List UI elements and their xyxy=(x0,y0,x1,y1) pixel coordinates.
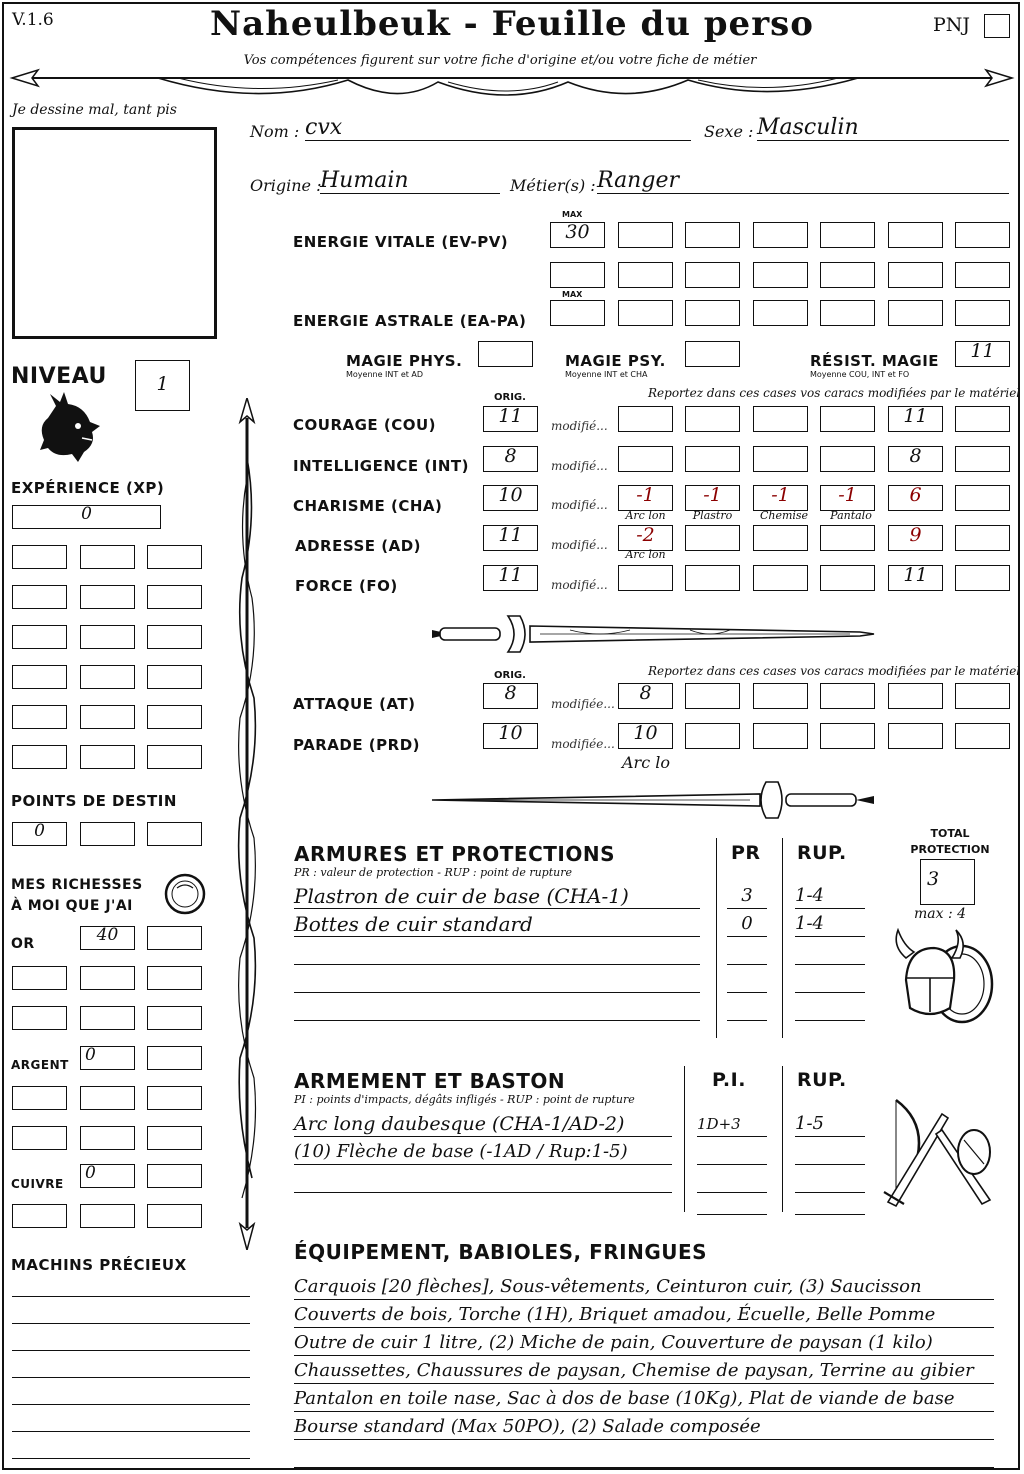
cuivre-box[interactable] xyxy=(80,1164,135,1188)
stat-label-fo: FORCE (FO) xyxy=(295,577,398,595)
stat-label-int: INTELLIGENCE (INT) xyxy=(293,457,469,475)
xp-cell[interactable] xyxy=(147,545,202,569)
stat-mod-value: 11 xyxy=(903,405,928,427)
cuivre-value: 0 xyxy=(85,1163,96,1183)
portrait-box[interactable] xyxy=(12,127,217,339)
ev-box[interactable] xyxy=(753,262,808,288)
xp-cell[interactable] xyxy=(12,625,67,649)
cuivre-label: CUIVRE xyxy=(11,1177,64,1191)
stat-mod-cou[interactable] xyxy=(753,406,808,432)
weapon-row-name[interactable] xyxy=(294,1168,672,1193)
xp-cell[interactable] xyxy=(12,545,67,569)
xp-cell[interactable] xyxy=(12,745,67,769)
sword-icon xyxy=(430,612,876,656)
stat-mod-fo[interactable] xyxy=(618,565,673,591)
weapons-legend: PI : points d'impacts, dégâts infligés - RUP : point de rupture xyxy=(294,1093,635,1106)
or-box[interactable] xyxy=(12,966,67,990)
stat-mod-value: -1 xyxy=(771,484,790,506)
origine-label: Origine : xyxy=(250,176,322,195)
pnj-checkbox[interactable] xyxy=(984,14,1010,38)
ev-box[interactable] xyxy=(550,262,605,288)
ea-max-label: MAX xyxy=(562,290,583,299)
ea-box[interactable] xyxy=(955,300,1010,326)
report-note: Reportez dans ces cases vos caracs modifiées par le matériel xyxy=(648,386,1021,400)
precious-line[interactable] xyxy=(12,1323,250,1324)
at-mod-value: 8 xyxy=(639,682,652,704)
prd-note: Arc lo xyxy=(622,753,670,772)
prd-mod-box[interactable] xyxy=(888,723,943,749)
stat-mod-fo[interactable] xyxy=(753,565,808,591)
metier-label: Métier(s) : xyxy=(510,176,596,195)
total-protection-box[interactable] xyxy=(920,859,975,905)
stat-mod-value: 9 xyxy=(909,524,922,546)
stat-mod-fo[interactable] xyxy=(820,565,875,591)
ea-label: ENERGIE ASTRALE (EA-PA) xyxy=(293,312,527,330)
orig-label: ORIG. xyxy=(494,392,526,403)
xp-cell[interactable] xyxy=(147,705,202,729)
stat-mod-note: Plastro xyxy=(692,509,733,522)
sheet-title: Naheulbeuk - Feuille du perso xyxy=(210,4,814,44)
argent-value: 0 xyxy=(85,1045,96,1065)
coin-icon xyxy=(163,872,207,916)
armor-row-name[interactable]: Plastron de cuir de base (CHA-1) xyxy=(294,884,700,909)
argent-box[interactable] xyxy=(12,1086,67,1110)
resist-magie-label: RÉSIST. MAGIE xyxy=(810,352,940,370)
version-label: V.1.6 xyxy=(12,10,54,30)
stat-orig-int[interactable] xyxy=(483,446,538,472)
precious-line[interactable] xyxy=(12,1458,250,1459)
stat-mod-fo[interactable] xyxy=(955,565,1010,591)
precious-line[interactable] xyxy=(12,1377,250,1378)
xp-value: 0 xyxy=(81,504,92,524)
prd-orig-value: 10 xyxy=(498,722,523,744)
ea-box[interactable] xyxy=(618,300,673,326)
weapons-title: ARMEMENT ET BASTON xyxy=(294,1069,566,1093)
origine-field[interactable]: Humain xyxy=(320,169,500,194)
destin-box[interactable] xyxy=(80,822,135,846)
ea-box[interactable] xyxy=(685,300,740,326)
stat-label-ad: ADRESSE (AD) xyxy=(295,537,422,555)
precious-line[interactable] xyxy=(12,1296,250,1297)
argent-box[interactable] xyxy=(80,1086,135,1110)
xp-box[interactable] xyxy=(12,505,161,529)
stat-mod-note: Arc lon xyxy=(625,548,666,561)
ev-box[interactable] xyxy=(955,222,1010,248)
modifie-label: modifié... xyxy=(551,459,608,473)
or-box[interactable] xyxy=(80,966,135,990)
stat-mod-ad[interactable] xyxy=(685,525,740,551)
at-mod-box[interactable] xyxy=(820,683,875,709)
xp-cell[interactable] xyxy=(147,585,202,609)
magie-psy-sub: Moyenne INT et CHA xyxy=(565,370,648,379)
weapon-row-name[interactable]: Arc long daubesque (CHA-1/AD-2) xyxy=(294,1112,672,1137)
at-orig-box[interactable] xyxy=(483,683,538,709)
stat-mod-int[interactable] xyxy=(820,446,875,472)
xp-cell[interactable] xyxy=(147,665,202,689)
weapons-rup-label: RUP. xyxy=(797,1069,847,1091)
equipment-line[interactable]: Carquois [20 flèches], Sous-vêtements, Ceinturon cuir, (3) Saucisson xyxy=(294,1275,994,1300)
stat-orig-value: 11 xyxy=(498,564,523,586)
portrait-caption: Je dessine mal, tant pis xyxy=(12,102,177,118)
xp-cell[interactable] xyxy=(80,625,135,649)
ev-box[interactable] xyxy=(820,222,875,248)
weapons-crossed-icon xyxy=(882,1094,1006,1216)
magie-phys-sub: Moyenne INT et AD xyxy=(346,370,424,379)
weapon-row-rup[interactable]: 1-5 xyxy=(795,1112,865,1137)
total-protection-label-2: PROTECTION xyxy=(910,843,990,856)
ev-max-label: MAX xyxy=(562,210,583,219)
weapon-extra-line[interactable] xyxy=(697,1214,767,1215)
equipment-line-empty[interactable] xyxy=(294,1443,994,1468)
precious-line[interactable] xyxy=(12,1350,250,1351)
stat-mod-value: -1 xyxy=(636,484,655,506)
destin-box[interactable] xyxy=(12,822,67,846)
or-box[interactable] xyxy=(147,1006,202,1030)
stat-mod-int[interactable] xyxy=(888,446,943,472)
argent-box[interactable] xyxy=(80,1046,135,1070)
stat-label-cha: CHARISME (CHA) xyxy=(293,497,443,515)
stat-mod-cou[interactable] xyxy=(820,406,875,432)
or-value: 40 xyxy=(96,925,119,945)
ev-box[interactable] xyxy=(955,262,1010,288)
armor-divider xyxy=(716,838,717,1038)
stat-mod-fo[interactable] xyxy=(888,565,943,591)
xp-cell[interactable] xyxy=(12,585,67,609)
stat-mod-cou[interactable] xyxy=(685,406,740,432)
weapon-row-pi[interactable] xyxy=(697,1140,767,1165)
argent-label: ARGENT xyxy=(11,1058,69,1072)
stat-mod-int[interactable] xyxy=(955,446,1010,472)
armor-row-pr[interactable] xyxy=(727,996,767,1021)
stat-mod-value: 6 xyxy=(909,484,922,506)
xp-cell[interactable] xyxy=(80,585,135,609)
prd-mod-box[interactable] xyxy=(955,723,1010,749)
equipment-title: ÉQUIPEMENT, BABIOLES, FRINGUES xyxy=(294,1240,708,1264)
stat-mod-ad[interactable] xyxy=(753,525,808,551)
equipment-line[interactable]: Chaussettes, Chaussures de paysan, Chemise de paysan, Terrine au gibier xyxy=(294,1359,994,1384)
modifiee-label: modifiée... xyxy=(551,697,615,711)
armor-row-rup[interactable] xyxy=(795,968,865,993)
argent-box[interactable] xyxy=(147,1126,202,1150)
at-mod-box[interactable] xyxy=(955,683,1010,709)
magie-phys-label: MAGIE PHYS. xyxy=(346,352,463,370)
armor-row-pr[interactable] xyxy=(727,940,767,965)
stat-mod-note: Pantalo xyxy=(830,509,872,522)
at-mod-box[interactable] xyxy=(685,683,740,709)
pi-label: P.I. xyxy=(712,1069,746,1091)
prd-mod-box[interactable] xyxy=(685,723,740,749)
stat-mod-cha[interactable] xyxy=(888,485,943,511)
stat-orig-value: 11 xyxy=(498,405,523,427)
stat-orig-cou[interactable] xyxy=(483,406,538,432)
modifie-label: modifié... xyxy=(551,578,608,592)
prd-mod-value: 10 xyxy=(633,722,658,744)
destin-value: 0 xyxy=(34,821,45,841)
stat-mod-ad[interactable] xyxy=(955,525,1010,551)
ea-max-box[interactable] xyxy=(550,300,605,326)
or-box[interactable] xyxy=(80,1006,135,1030)
xp-cell[interactable] xyxy=(147,745,202,769)
resist-magie-box[interactable] xyxy=(955,341,1010,367)
sexe-label: Sexe : xyxy=(704,122,754,141)
ea-box[interactable] xyxy=(753,300,808,326)
modifiee-label: modifiée... xyxy=(551,737,615,751)
stat-orig-fo[interactable] xyxy=(483,565,538,591)
ev-box[interactable] xyxy=(888,222,943,248)
stat-mod-cha[interactable] xyxy=(618,485,673,511)
argent-box[interactable] xyxy=(147,1086,202,1110)
xp-cell[interactable] xyxy=(80,665,135,689)
richesses-label: MES RICHESSES xyxy=(11,877,143,893)
stat-mod-cha[interactable] xyxy=(820,485,875,511)
prd-orig-box[interactable] xyxy=(483,723,538,749)
ea-box[interactable] xyxy=(820,300,875,326)
weapon-row-name[interactable]: (10) Flèche de base (-1AD / Rup:1-5) xyxy=(294,1140,672,1165)
or-box[interactable] xyxy=(80,926,135,950)
or-box[interactable] xyxy=(12,1006,67,1030)
armor-row-name[interactable]: Bottes de cuir standard xyxy=(294,912,700,937)
or-label: OR xyxy=(11,936,35,952)
weapon-row-rup[interactable] xyxy=(795,1168,865,1193)
destin-label: POINTS DE DESTIN xyxy=(11,792,177,810)
cuivre-box[interactable] xyxy=(12,1204,67,1228)
niveau-value: 1 xyxy=(156,373,169,395)
weapons-divider xyxy=(684,1066,685,1212)
cuivre-box[interactable] xyxy=(80,1204,135,1228)
sheet-subtitle: Vos compétences figurent sur votre fiche d'origine et/ou votre fiche de métier xyxy=(243,53,757,68)
at-mod-box[interactable] xyxy=(888,683,943,709)
stat-orig-value: 10 xyxy=(498,484,523,506)
stat-mod-cha[interactable] xyxy=(685,485,740,511)
stat-mod-int[interactable] xyxy=(618,446,673,472)
pr-label: PR xyxy=(731,842,761,864)
armor-row-pr[interactable]: 0 xyxy=(727,912,767,937)
stat-mod-cha[interactable] xyxy=(955,485,1010,511)
weapons-divider xyxy=(782,1066,783,1212)
destin-box[interactable] xyxy=(147,822,202,846)
stat-orig-value: 8 xyxy=(504,445,517,467)
equipment-line[interactable]: Couverts de bois, Torche (1H), Briquet amadou, Écuelle, Belle Pomme xyxy=(294,1303,994,1328)
sword-icon xyxy=(430,778,876,822)
armor-row-pr[interactable] xyxy=(727,968,767,993)
armor-row-rup[interactable] xyxy=(795,996,865,1021)
stat-label-cou: COURAGE (COU) xyxy=(293,416,437,434)
combat-report-note: Reportez dans ces cases vos caracs modifiées par le matériel xyxy=(648,664,1021,678)
xp-cell[interactable] xyxy=(80,745,135,769)
armor-row-rup[interactable] xyxy=(795,940,865,965)
prd-mod-box[interactable] xyxy=(820,723,875,749)
stat-mod-cou[interactable] xyxy=(888,406,943,432)
cuivre-box[interactable] xyxy=(147,1164,202,1188)
stat-mod-note: Chemise xyxy=(759,509,809,522)
ev-box[interactable] xyxy=(820,262,875,288)
armor-row-pr[interactable]: 3 xyxy=(727,884,767,909)
equipment-line[interactable]: Pantalon en toile nase, Sac à dos de base (10Kg), Plat de viande de base xyxy=(294,1387,994,1412)
stat-mod-cha[interactable] xyxy=(753,485,808,511)
or-box[interactable] xyxy=(147,926,202,950)
armor-row-name[interactable] xyxy=(294,940,700,965)
armor-rup-label: RUP. xyxy=(797,842,847,864)
resist-magie-sub: Moyenne COU, INT et FO xyxy=(810,370,910,379)
armor-row-rup[interactable]: 1-4 xyxy=(795,884,865,909)
magie-psy-box[interactable] xyxy=(685,341,740,367)
stat-mod-note: Arc lon xyxy=(625,509,666,522)
stat-mod-value: -1 xyxy=(703,484,722,506)
weapon-row-pi[interactable] xyxy=(697,1168,767,1193)
ev-box[interactable] xyxy=(753,222,808,248)
stat-mod-int[interactable] xyxy=(753,446,808,472)
stat-mod-ad[interactable] xyxy=(820,525,875,551)
stat-mod-fo[interactable] xyxy=(685,565,740,591)
equipment-line[interactable]: Bourse standard (Max 50PO), (2) Salade composée xyxy=(294,1415,994,1440)
spear-icon xyxy=(232,398,262,1250)
armor-divider xyxy=(782,838,783,1038)
total-protection-label: TOTAL xyxy=(930,827,970,840)
resist-magie-value: 11 xyxy=(970,340,995,362)
weapon-row-rup[interactable] xyxy=(795,1140,865,1165)
richesses-label-2: À MOI QUE J'AI xyxy=(11,898,133,914)
viking-helmet-shield-icon xyxy=(890,928,1000,1028)
argent-box[interactable] xyxy=(147,1046,202,1070)
magie-psy-label: MAGIE PSY. xyxy=(565,352,666,370)
nom-field[interactable]: cvx xyxy=(305,116,691,141)
armor-title: ARMURES ET PROTECTIONS xyxy=(294,842,615,866)
at-orig-value: 8 xyxy=(504,682,517,704)
stat-mod-cou[interactable] xyxy=(618,406,673,432)
stat-mod-value: 11 xyxy=(903,564,928,586)
stat-mod-value: 8 xyxy=(909,445,922,467)
pnj-label: PNJ xyxy=(933,14,971,36)
or-box[interactable] xyxy=(147,966,202,990)
precious-line[interactable] xyxy=(12,1404,250,1405)
niveau-box[interactable] xyxy=(135,360,190,411)
argent-box[interactable] xyxy=(80,1126,135,1150)
ev-box[interactable] xyxy=(618,262,673,288)
at-mod-box[interactable] xyxy=(618,683,673,709)
stat-orig-value: 11 xyxy=(498,524,523,546)
armor-row-rup[interactable]: 1-4 xyxy=(795,912,865,937)
prd-mod-box[interactable] xyxy=(753,723,808,749)
nom-label: Nom : xyxy=(250,122,300,141)
modifie-label: modifié... xyxy=(551,498,608,512)
at-mod-box[interactable] xyxy=(753,683,808,709)
machins-precieux-label: MACHINS PRÉCIEUX xyxy=(11,1256,187,1274)
at-label: ATTAQUE (AT) xyxy=(293,695,416,713)
xp-cell[interactable] xyxy=(12,665,67,689)
xp-cell[interactable] xyxy=(80,545,135,569)
stat-orig-cha[interactable] xyxy=(483,485,538,511)
armor-row-name[interactable] xyxy=(294,968,700,993)
xp-cell[interactable] xyxy=(147,625,202,649)
weapon-row-pi[interactable]: 1D+3 xyxy=(697,1112,767,1137)
ev-label: ENERGIE VITALE (EV-PV) xyxy=(293,233,509,251)
stat-mod-value: -1 xyxy=(838,484,857,506)
modifie-label: modifié... xyxy=(551,419,608,433)
max-protection-note: max : 4 xyxy=(914,906,967,922)
armor-legend: PR : valeur de protection - RUP : point de rupture xyxy=(294,866,572,879)
dragon-icon xyxy=(38,392,104,464)
combat-orig-label: ORIG. xyxy=(494,670,526,681)
equipment-line[interactable]: Outre de cuir 1 litre, (2) Miche de pain, Couverture de paysan (1 kilo) xyxy=(294,1331,994,1356)
magie-phys-box[interactable] xyxy=(478,341,533,367)
ev-max-value: 30 xyxy=(565,221,590,243)
modifie-label: modifié... xyxy=(551,538,608,552)
metier-field[interactable]: Ranger xyxy=(597,169,1009,194)
ev-box[interactable] xyxy=(618,222,673,248)
prd-mod-box[interactable] xyxy=(618,723,673,749)
sexe-field[interactable]: Masculin xyxy=(757,116,1009,141)
cuivre-box[interactable] xyxy=(147,1204,202,1228)
niveau-label: NIVEAU xyxy=(11,364,107,389)
ea-box[interactable] xyxy=(888,300,943,326)
ev-box[interactable] xyxy=(685,222,740,248)
armor-row-name[interactable] xyxy=(294,996,700,1021)
xp-label: EXPÉRIENCE (XP) xyxy=(11,479,165,497)
total-protection-value: 3 xyxy=(927,868,940,890)
ev-max-box[interactable] xyxy=(550,222,605,248)
argent-box[interactable] xyxy=(12,1126,67,1150)
ev-box[interactable] xyxy=(685,262,740,288)
precious-line[interactable] xyxy=(12,1431,250,1432)
stat-mod-int[interactable] xyxy=(685,446,740,472)
prd-label: PARADE (PRD) xyxy=(293,736,421,754)
stat-mod-cou[interactable] xyxy=(955,406,1010,432)
ev-box[interactable] xyxy=(888,262,943,288)
stat-orig-ad[interactable] xyxy=(483,525,538,551)
stat-mod-value: -2 xyxy=(636,524,655,546)
stat-mod-ad[interactable] xyxy=(888,525,943,551)
xp-cell[interactable] xyxy=(12,705,67,729)
weapon-extra-line[interactable] xyxy=(795,1214,865,1215)
xp-cell[interactable] xyxy=(80,705,135,729)
